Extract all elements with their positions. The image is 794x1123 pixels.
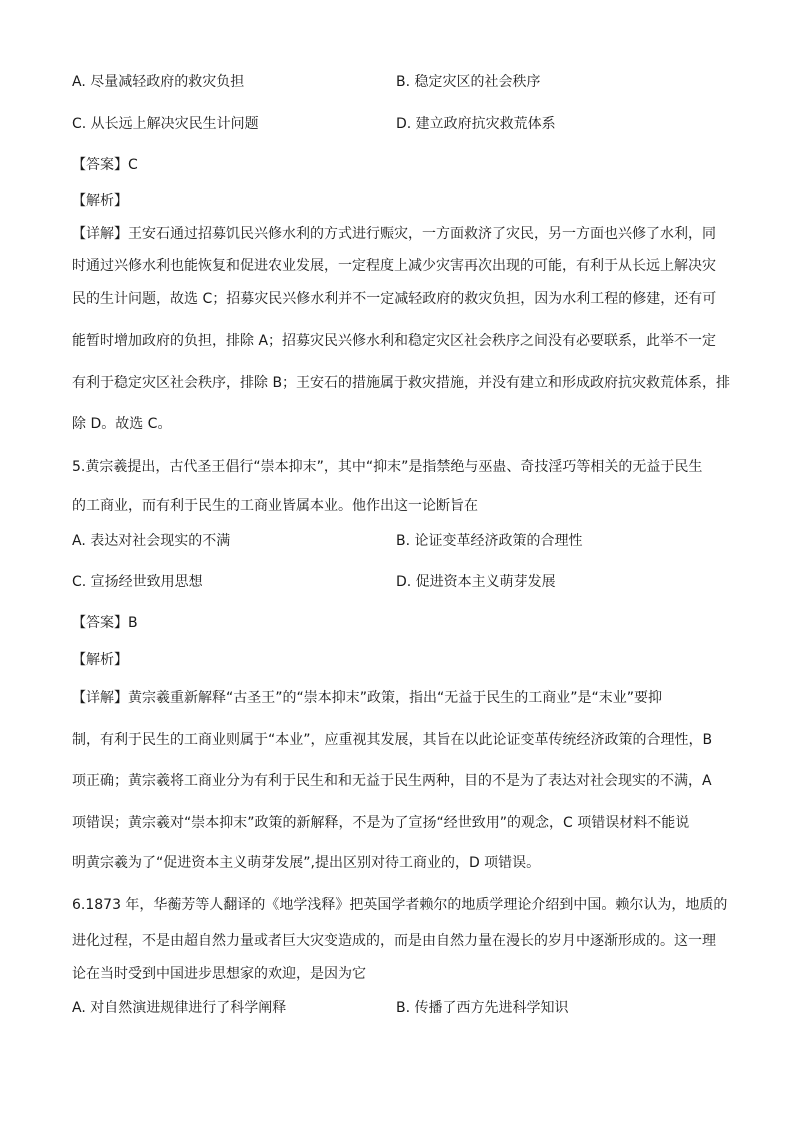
answer-label: 【答案】 xyxy=(72,615,128,631)
q4-options-row-1 xyxy=(72,72,732,92)
q5-option-a: A. 表达对社会现实的不满 xyxy=(72,533,231,549)
q5-answer xyxy=(72,613,138,633)
answer-value: B xyxy=(128,615,138,631)
q5-options-row-1 xyxy=(72,531,732,551)
q6-stem-line-2: 进化过程，不是由超自然力量或者巨大灾变造成的，而是由自然力量在漫长的岁月中逐渐形成的。这一理 xyxy=(72,933,716,949)
q4-option-c: C. 从长远上解决灾民生计问题 xyxy=(72,116,259,132)
q5-detail-line-1 xyxy=(72,688,662,708)
q4-option-a: A. 尽量减轻政府的救灾负担 xyxy=(72,74,245,90)
q5-option-b: B. 论证变革经济政策的合理性 xyxy=(396,533,583,549)
q4-answer xyxy=(72,155,138,175)
answer-label: 【答案】 xyxy=(72,157,128,173)
q4-detail-line-5: 有利于稳定灾区社会秩序，排除 B；王安石的措施属于救灾措施，并没有建立和形成政府抗灾救荒体系，排 xyxy=(72,375,731,391)
q5-option-d: D. 促进资本主义萌芽发展 xyxy=(396,574,556,590)
q4-option-b: B. 稳定灾区的社会秩序 xyxy=(396,74,541,90)
detail-text: 黄宗羲重新解释“古圣王”的“崇本抑末”政策，指出“无益于民生的工商业”是“末业”要抑 xyxy=(128,690,663,706)
q6-option-a: A. 对自然演进规律进行了科学阐释 xyxy=(72,1000,287,1016)
q4-detail-line-6: 除 D。故选 C。 xyxy=(72,416,172,432)
q4-detail-line-1 xyxy=(72,224,716,244)
answer-value: C xyxy=(128,157,138,173)
q5-detail-line-5: 明黄宗羲为了“促进资本主义萌芽发展”,提出区别对待工商业的，D 项错误。 xyxy=(72,855,541,871)
q6-options-row-1 xyxy=(72,998,732,1018)
q4-option-d: D. 建立政府抗灾救荒体系 xyxy=(396,116,556,132)
q5-analysis-label: 【解析】 xyxy=(72,652,128,668)
q4-detail-line-4: 能暂时增加政府的负担，排除 A；招募灾民兴修水利和稳定灾区社会秩序之间没有必要联系，此举不一定 xyxy=(72,333,717,349)
q6-option-b: B. 传播了西方先进科学知识 xyxy=(396,1000,569,1016)
q5-detail-line-4: 项错误；黄宗羲对“崇本抑末”政策的新解释，不是为了宣扬“经世致用”的观念，C 项错误材料不能说 xyxy=(72,815,690,831)
q5-stem-line-2: 的工商业，而有利于民生的工商业皆属本业。他作出这一论断旨在 xyxy=(72,498,478,514)
detail-text: 王安石通过招募饥民兴修水利的方式进行赈灾，一方面救济了灾民，另一方面也兴修了水利，同 xyxy=(128,226,716,242)
q4-detail-line-3: 民的生计问题，故选 C；招募灾民兴修水利并不一定减轻政府的救灾负担，因为水利工程的修建，还有可 xyxy=(72,291,717,307)
q5-detail-line-3: 项正确；黄宗羲将工商业分为有利于民生和和无益于民生两种，目的不是为了表达对社会现实的不满，A xyxy=(72,773,712,789)
q6-stem-line-3: 论在当时受到中国进步思想家的欢迎，是因为它 xyxy=(72,966,366,982)
q6-stem-line-1: 6.1873 年，华蘅芳等人翻译的《地学浅释》把英国学者赖尔的地质学理论介绍到中国。赖尔认为，地质的 xyxy=(72,897,728,913)
q4-options-row-2 xyxy=(72,114,732,134)
q4-analysis-label: 【解析】 xyxy=(72,193,128,209)
q5-option-c: C. 宣扬经世致用思想 xyxy=(72,574,203,590)
detail-label: 【详解】 xyxy=(72,226,128,242)
q4-detail-line-2: 时通过兴修水利也能恢复和促进农业发展，一定程度上减少灾害再次出现的可能，有利于从长远上解决灾 xyxy=(72,258,716,274)
detail-label: 【详解】 xyxy=(72,690,128,706)
q5-options-row-2 xyxy=(72,572,732,592)
q5-stem-line-1: 5.黄宗羲提出，古代圣王倡行“崇本抑末”，其中“抑末”是指禁绝与巫蛊、奇技淫巧等相关的无益于民生 xyxy=(72,459,703,475)
q5-detail-line-2: 制，有利于民生的工商业则属于“本业”，应重视其发展，其旨在以此论证变革传统经济政策的合理性，B xyxy=(72,732,713,748)
